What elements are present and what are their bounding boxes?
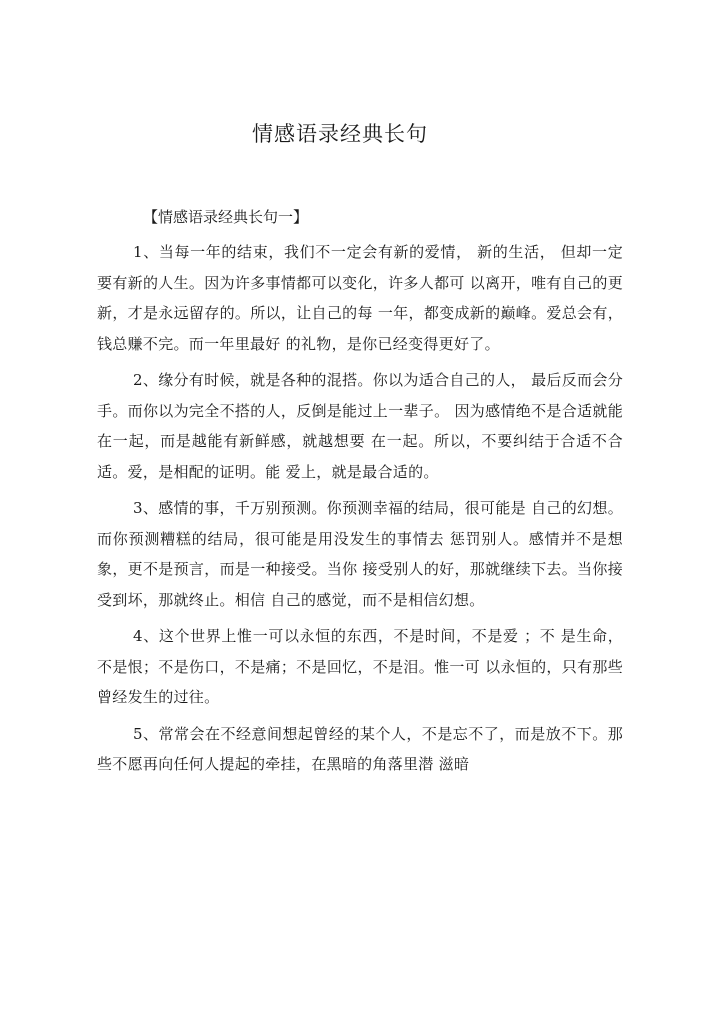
document-body <box>97 205 623 786</box>
paragraph-4: 4、这个世界上惟一可以永恒的东西，不是时间，不是爱 ；不 是生命，不是恨；不是伤口，不是痛；不是回忆，不是泪。惟一可 以永恒的，只有那些曾经发生的过往。 <box>97 627 623 706</box>
section-heading: 【情感语录经典长句一】 <box>143 208 309 226</box>
paragraph-2: 2、缘分有时候，就是各种的混搭。你以为适合自己的人， 最后反而会分手。而你以为完全不搭的人，反倒是能过上一辈子。 因为感情绝不是合适就能在一起，而是越能有新鲜感，就越想要 在一起。所以，不要纠结于合适不合适。爱，是相配的证明。能 爱上，就是最合适的。 <box>97 371 623 481</box>
paragraph-1: 1、当每一年的结束，我们不一定会有新的爱情， 新的生活， 但却一定要有新的人生。因为许多事情都可以变化，许多人都可 以离开，唯有自己的更新，才是永远留存的。所以，让自己的每 一年，都变成新的巅峰。爱总会有，钱总赚不完。而一年里最好 的礼物，是你已经变得更好了。 <box>97 243 623 353</box>
document-title: 情感语录经典长句 <box>252 122 428 146</box>
paragraph-5: 5、常常会在不经意间想起曾经的某个人，不是忘不了，而是放不下。那些不愿再向任何人提起的牵挂，在黑暗的角落里潜 滋暗 <box>97 724 623 773</box>
paragraph-3: 3、感情的事，千万别预测。你预测幸福的结局，很可能是 自己的幻想。而你预测糟糕的结局，很可能是用没发生的事情去 惩罚别人。感情并不是想象，更不是预言，而是一种接受。当你 接受别人的好，那就继续下去。当你接受到坏，那就终止。相信 自己的感觉，而不是相信幻想。 <box>97 499 623 609</box>
